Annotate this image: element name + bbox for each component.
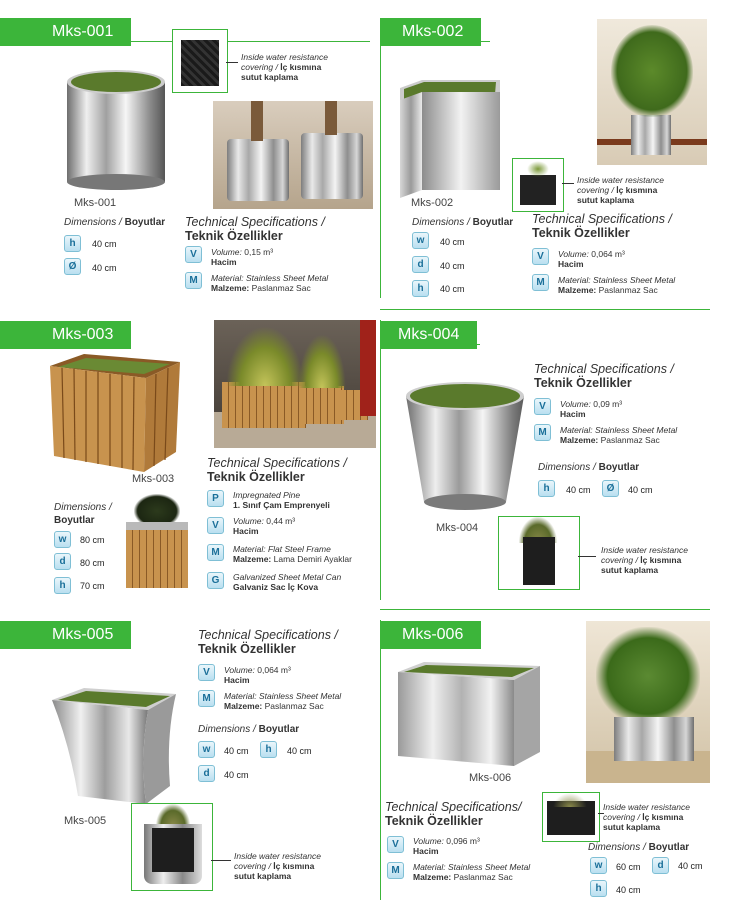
- height-value: 70 cm: [80, 581, 105, 591]
- inner-lining-note: Inside water resistance covering / İç kısmına sutut kaplama: [577, 175, 664, 205]
- product-image-mks-005: [48, 686, 178, 806]
- section-tag-mks-005: Mks-005: [0, 621, 131, 649]
- volume-icon: V: [207, 517, 224, 534]
- inner-lining-thumbnail: [498, 516, 580, 590]
- volume-spec: Volume: 0,09 m³ Hacim: [560, 399, 623, 419]
- section-tag-mks-004: Mks-004: [380, 321, 477, 349]
- height-value: 40 cm: [440, 284, 465, 294]
- column-divider: [380, 18, 381, 298]
- width-value: 80 cm: [80, 535, 105, 545]
- material-icon: M: [532, 274, 549, 291]
- material-icon: M: [387, 862, 404, 879]
- depth-icon: d: [652, 857, 669, 874]
- callout-arrow: [226, 62, 238, 63]
- inner-lining-thumbnail: [542, 792, 600, 842]
- width-value: 40 cm: [440, 237, 465, 247]
- material-spec: Material: Flat Steel Frame Malzeme: Lama Demiri Ayaklar: [233, 544, 352, 564]
- product-caption: Mks-002: [411, 197, 454, 209]
- inner-lining-thumbnail: [131, 803, 213, 891]
- height-icon: h: [412, 280, 429, 297]
- product-caption: Mks-004: [436, 522, 479, 534]
- inner-lining-thumbnail: [512, 158, 564, 212]
- pine-spec: Impregnated Pine 1. Sınıf Çam Emprenyeli: [233, 490, 330, 510]
- product-caption: Mks-006: [469, 772, 512, 784]
- product-scene-photo: [213, 101, 373, 209]
- product-image-mks-003: [44, 352, 184, 474]
- product-image-mks-002: [398, 80, 502, 198]
- height-icon: h: [590, 880, 607, 897]
- depth-value: 40 cm: [440, 261, 465, 271]
- height-icon: h: [260, 741, 277, 758]
- material-spec: Material: Stainless Sheet Metal Malzeme: Paslanmaz Sac: [413, 862, 531, 882]
- volume-icon: V: [185, 246, 202, 263]
- section-tag-mks-002: Mks-002: [380, 18, 481, 46]
- volume-spec: Volume: 0,064 m³ Hacim: [558, 249, 625, 269]
- product-image-mks-003-small: [122, 494, 194, 594]
- inner-lining-note: Inside water resistance covering / İç kısmına sutut kaplama: [241, 52, 328, 82]
- depth-icon: d: [54, 553, 71, 570]
- dimensions-title: Dimensions / Boyutlar: [64, 217, 166, 228]
- callout-arrow: [562, 183, 574, 184]
- height-value: 40 cm: [566, 485, 591, 495]
- material-icon: M: [185, 272, 202, 289]
- material-spec: Material: Stainless Sheet Metal Malzeme: Paslanmaz Sac: [224, 691, 342, 711]
- inner-lining-note: Inside water resistance covering / İç kısmına sutut kaplama: [234, 851, 321, 881]
- width-value: 40 cm: [224, 746, 249, 756]
- height-value: 40 cm: [92, 239, 117, 249]
- width-icon: w: [198, 741, 215, 758]
- section-tag-mks-001: Mks-001: [0, 18, 131, 46]
- material-spec: Material: Stainless Sheet Metal Malzeme: Paslanmaz Sac: [560, 425, 678, 445]
- product-scene-photo: [586, 621, 710, 783]
- product-caption: Mks-005: [64, 815, 107, 827]
- dimensions-title: Dimensions / Boyutlar: [412, 217, 514, 228]
- inner-lining-note: Inside water resistance covering / İç kısmına sutut kaplama: [601, 545, 688, 575]
- material-icon: M: [207, 544, 224, 561]
- diameter-icon: Ø: [64, 258, 81, 275]
- material-icon: M: [534, 424, 551, 441]
- section-divider: [380, 41, 490, 42]
- column-divider: [380, 320, 381, 600]
- volume-icon: V: [198, 664, 215, 681]
- diameter-icon: Ø: [602, 480, 619, 497]
- height-icon: h: [64, 235, 81, 252]
- width-icon: w: [54, 531, 71, 548]
- product-image-mks-001: [64, 68, 168, 192]
- depth-value: 40 cm: [678, 861, 703, 871]
- product-image-mks-004: [404, 378, 526, 512]
- pine-icon: P: [207, 490, 224, 507]
- section-divider: [380, 309, 710, 310]
- technical-specifications-title: Technical Specifications / Teknik Özellikler: [198, 628, 338, 656]
- material-spec: Material: Stainless Sheet Metal Malzeme: Paslanmaz Sac: [558, 275, 676, 295]
- product-image-mks-006: [396, 662, 542, 766]
- material-spec: Material: Stainless Sheet Metal Malzeme: Paslanmaz Sac: [211, 273, 329, 293]
- volume-spec: Volume: 0,096 m³ Hacim: [413, 836, 480, 856]
- section-tag-mks-003: Mks-003: [0, 321, 131, 349]
- product-caption: Mks-003: [132, 473, 175, 485]
- column-divider: [380, 620, 381, 900]
- volume-icon: V: [387, 836, 404, 853]
- technical-specifications-title: Technical Specifications / Teknik Özellikler: [534, 362, 674, 390]
- material-icon: M: [198, 690, 215, 707]
- inner-lining-note: Inside water resistance covering / İç kısmına sutut kaplama: [603, 802, 690, 832]
- section-divider: [380, 344, 480, 345]
- height-icon: h: [538, 480, 555, 497]
- product-scene-photo: [214, 320, 376, 448]
- galvanized-icon: G: [207, 572, 224, 589]
- width-value: 60 cm: [616, 862, 641, 872]
- volume-spec: Volume: 0,15 m³ Hacim: [211, 247, 274, 267]
- depth-icon: d: [412, 256, 429, 273]
- dimensions-title: Dimensions / Boyutlar: [588, 842, 690, 853]
- height-value: 40 cm: [287, 746, 312, 756]
- product-scene-photo: [597, 19, 707, 165]
- callout-arrow: [211, 860, 231, 861]
- width-icon: w: [590, 857, 607, 874]
- volume-icon: V: [532, 248, 549, 265]
- product-caption: Mks-001: [74, 197, 117, 209]
- depth-value: 40 cm: [224, 770, 249, 780]
- depth-value: 80 cm: [80, 558, 105, 568]
- technical-specifications-title: Technical Specifications / Teknik Özellikler: [185, 215, 325, 243]
- technical-specifications-title: Technical Specifications/ Teknik Özellikler: [385, 800, 522, 828]
- width-icon: w: [412, 232, 429, 249]
- galvanized-spec: Galvanized Sheet Metal Can Galvaniz Sac İç Kova: [233, 572, 342, 592]
- volume-spec: Volume: 0,064 m³ Hacim: [224, 665, 291, 685]
- section-divider: [380, 644, 480, 645]
- inner-lining-thumbnail: [172, 29, 228, 93]
- section-divider: [0, 644, 130, 645]
- volume-icon: V: [534, 398, 551, 415]
- dimensions-title: Dimensions / Boyutlar: [198, 724, 300, 735]
- section-tag-mks-006: Mks-006: [380, 621, 481, 649]
- callout-arrow: [578, 556, 596, 557]
- dimensions-title: Dimensions / Boyutlar: [54, 502, 112, 526]
- dimensions-title: Dimensions / Boyutlar: [538, 462, 640, 473]
- height-value: 40 cm: [616, 885, 641, 895]
- section-divider: [0, 344, 130, 345]
- diameter-value: 40 cm: [92, 263, 117, 273]
- diameter-value: 40 cm: [628, 485, 653, 495]
- height-icon: h: [54, 577, 71, 594]
- depth-icon: d: [198, 765, 215, 782]
- volume-spec: Volume: 0,44 m³ Hacim: [233, 516, 296, 536]
- section-divider: [380, 609, 710, 610]
- technical-specifications-title: Technical Specifications / Teknik Özellikler: [207, 456, 347, 484]
- technical-specifications-title: Technical Specifications / Teknik Özellikler: [532, 212, 672, 240]
